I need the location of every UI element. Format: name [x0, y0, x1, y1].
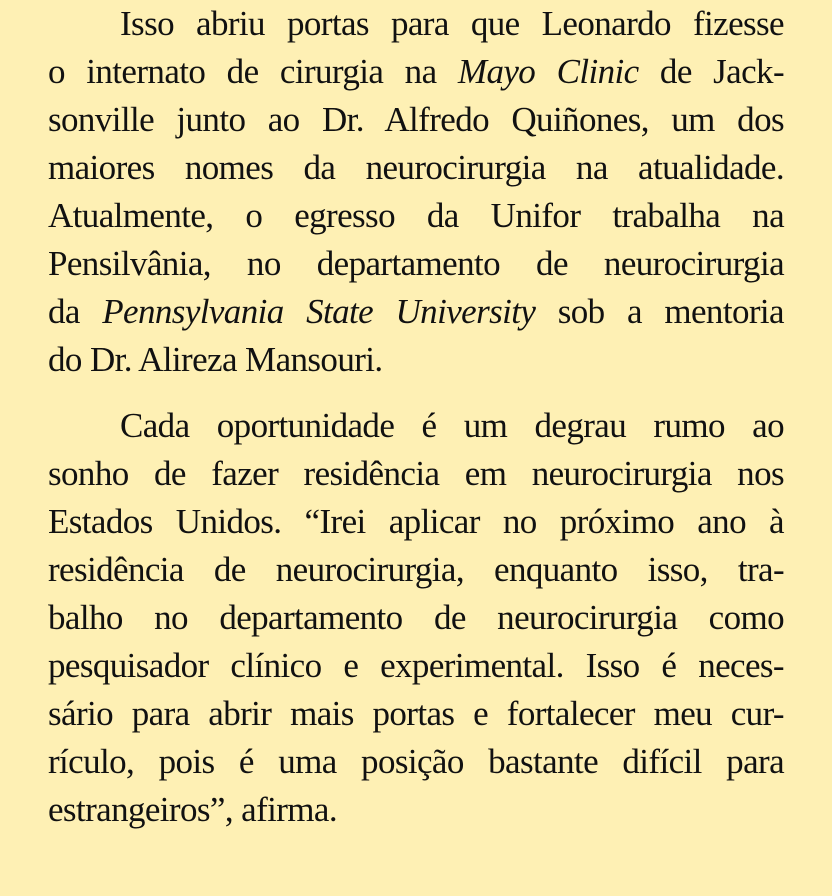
text-segment: o internato de cirurgia na — [48, 52, 458, 91]
text-line — [48, 0, 784, 48]
article-body — [48, 0, 784, 834]
text-segment: residência de neurocirurgia, enquanto isso, tra- — [48, 550, 784, 589]
text-line — [48, 786, 784, 834]
text-segment: rículo, pois é uma posição bastante difícil para — [48, 742, 784, 781]
text-line — [48, 336, 784, 384]
text-line — [48, 546, 784, 594]
text-line — [48, 402, 784, 450]
text-segment: Atualmente, o egresso da Unifor trabalha na — [48, 196, 784, 235]
text-line — [48, 690, 784, 738]
text-line — [48, 144, 784, 192]
text-segment: do Dr. Alireza Mansouri. — [48, 340, 383, 379]
text-segment: de Jack- — [638, 52, 784, 91]
text-line — [48, 96, 784, 144]
text-segment: sonho de fazer residência em neurocirurgia nos — [48, 454, 784, 493]
text-segment: pesquisador clínico e experimental. Isso é neces- — [48, 646, 784, 685]
text-line — [48, 450, 784, 498]
text-line — [48, 642, 784, 690]
text-line — [48, 48, 784, 96]
text-line — [48, 192, 784, 240]
text-segment: sário para abrir mais portas e fortalecer meu cur- — [48, 694, 784, 733]
text-segment: maiores nomes da neurocirurgia na atualidade. — [48, 148, 784, 187]
text-segment: estrangeiros”, afirma. — [48, 790, 338, 829]
text-segment: Isso abriu portas para que Leonardo fizesse — [120, 4, 784, 43]
text-segment: sonville junto ao Dr. Alfredo Quiñones, um dos — [48, 100, 784, 139]
text-line — [48, 288, 784, 336]
text-segment: Cada oportunidade é um degrau rumo ao — [120, 406, 784, 445]
text-line — [48, 738, 784, 786]
paragraph-1 — [48, 0, 784, 384]
text-line — [48, 498, 784, 546]
italic-text-penn-state: Pennsylvania State University — [102, 292, 536, 331]
text-segment: da — [48, 292, 103, 331]
text-segment: Estados Unidos. “Irei aplicar no próximo ano à — [48, 502, 784, 541]
text-segment: balho no departamento de neurocirurgia como — [48, 598, 784, 637]
text-line — [48, 240, 784, 288]
paragraph-2 — [48, 402, 784, 834]
italic-text-mayo-clinic: Mayo Clinic — [457, 52, 639, 91]
text-segment: sob a mentoria — [535, 292, 784, 331]
text-segment: Pensilvânia, no departamento de neurocirurgia — [48, 244, 784, 283]
text-line — [48, 594, 784, 642]
